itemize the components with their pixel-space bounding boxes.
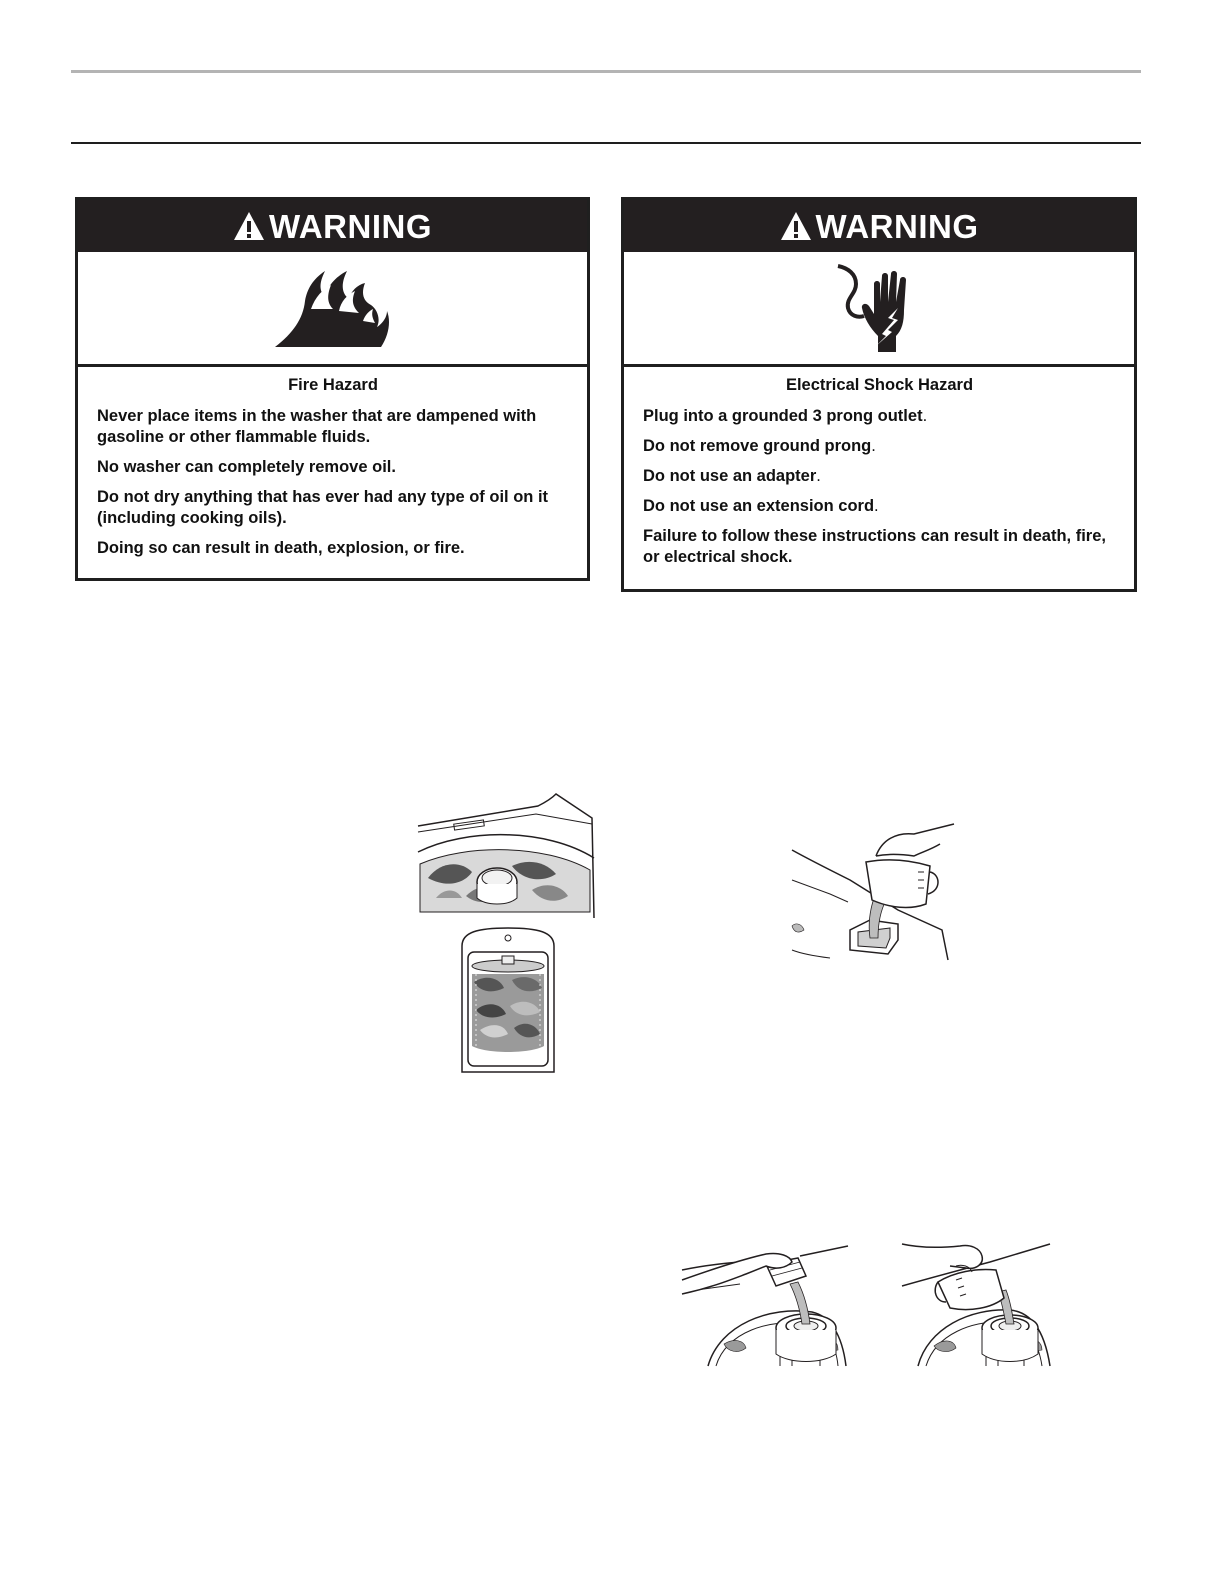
washer-loaded-basket-illustration bbox=[460, 926, 556, 1074]
washer-loaded-top-view-illustration bbox=[416, 792, 598, 918]
warning-line: Plug into a grounded 3 prong outlet. bbox=[643, 407, 928, 425]
warning-line: Do not remove ground prong. bbox=[643, 437, 876, 455]
electrical-shock-warning bbox=[621, 197, 1137, 592]
section-rule bbox=[71, 142, 1141, 144]
warning-line: Do not use an extension cord. bbox=[643, 497, 879, 515]
pour-fabric-softener-cap-illustration bbox=[680, 1244, 850, 1368]
warning-line: Do not dry anything that has ever had any type of oil on it (including cooking oils). bbox=[97, 488, 549, 527]
warning-line: Failure to follow these instructions can result in death, fire, or electrical shock. bbox=[643, 527, 1106, 566]
pour-fabric-softener-cup-illustration bbox=[900, 1236, 1052, 1368]
warning-body bbox=[624, 367, 1134, 568]
fire-hazard-warning bbox=[75, 197, 590, 581]
electrical-shock-hand-icon bbox=[624, 252, 1134, 367]
hazard-title: Fire Hazard bbox=[288, 376, 378, 394]
warning-label: WARNING bbox=[269, 207, 432, 245]
header-rule bbox=[71, 70, 1141, 73]
warning-line: No washer can completely remove oil. bbox=[97, 458, 396, 476]
hazard-title: Electrical Shock Hazard bbox=[785, 376, 974, 394]
warning-line: Doing so can result in death, explosion, or fire. bbox=[97, 539, 465, 557]
fire-icon bbox=[78, 252, 587, 367]
pour-detergent-dispenser-illustration bbox=[790, 820, 956, 964]
warning-line: Do not use an adapter. bbox=[643, 467, 821, 485]
warning-triangle-icon bbox=[780, 211, 812, 241]
warning-label: WARNING bbox=[815, 207, 979, 245]
warning-triangle-icon bbox=[233, 211, 265, 241]
warning-header bbox=[624, 200, 1134, 252]
warning-line: Never place items in the washer that are dampened with gasoline or other flammable fluids. bbox=[97, 407, 537, 446]
warning-header bbox=[78, 200, 587, 252]
warning-body bbox=[78, 367, 587, 559]
